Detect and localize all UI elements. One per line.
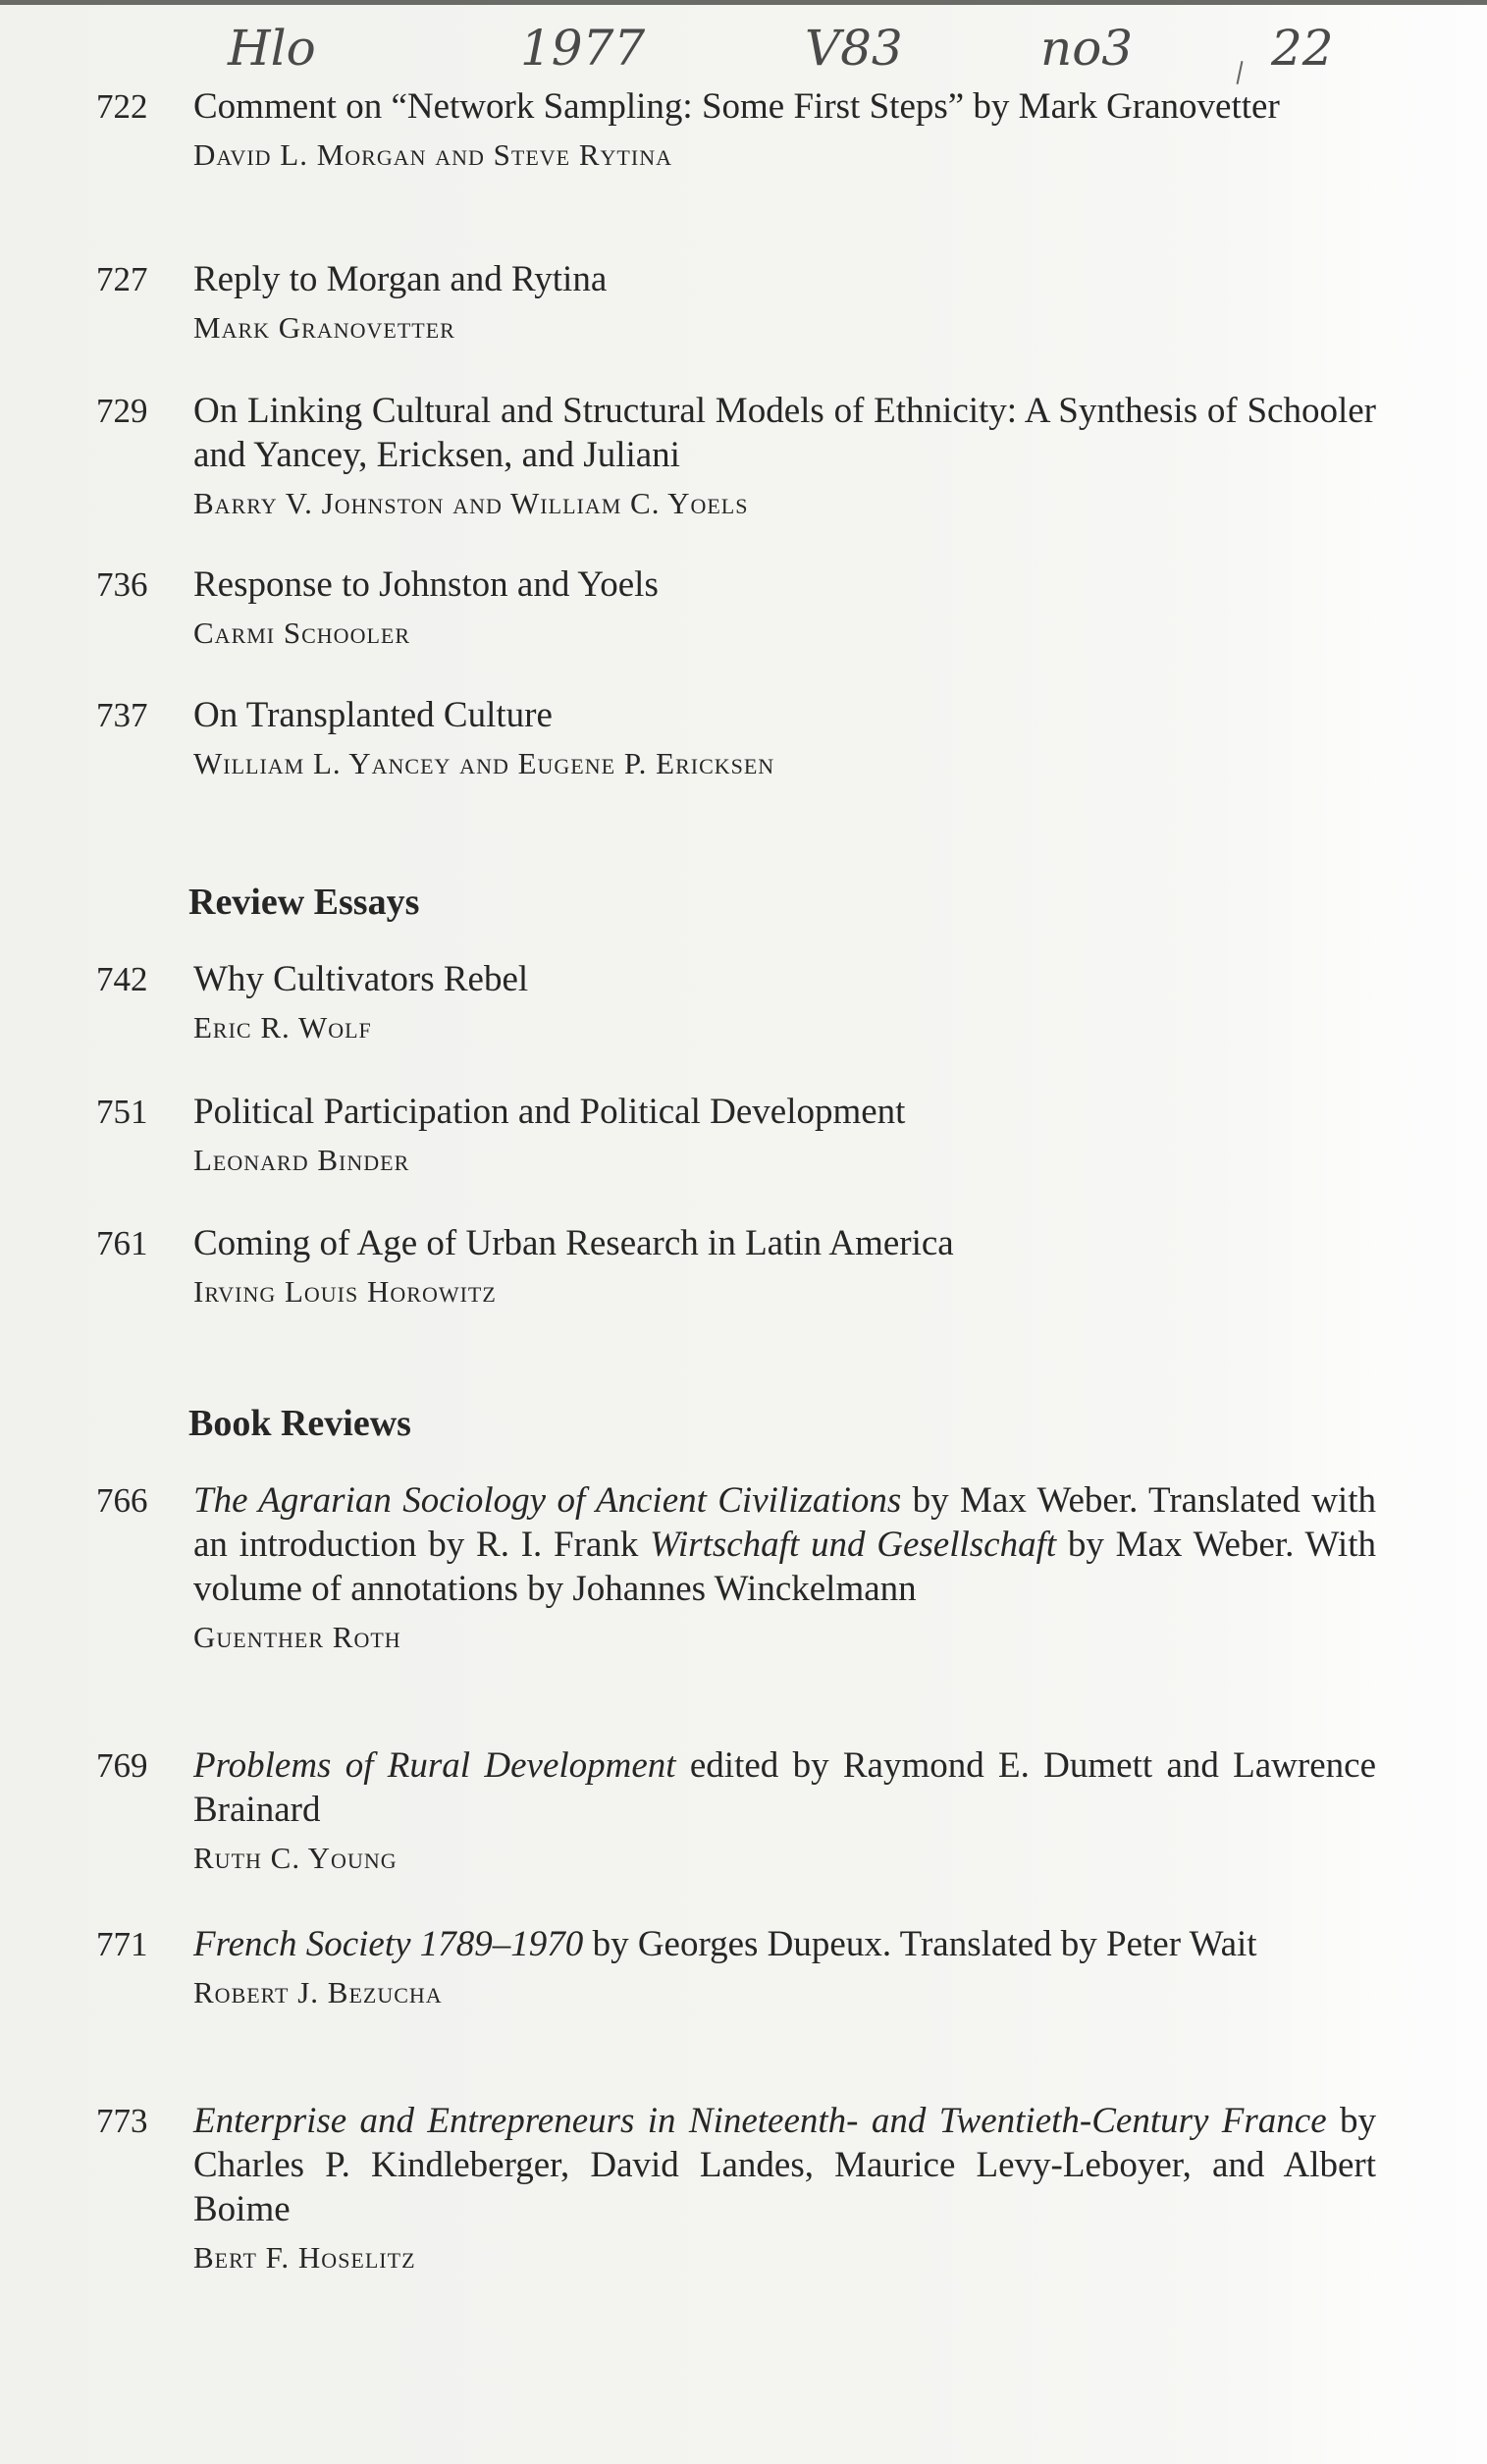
handwritten-part: Hlo bbox=[228, 20, 316, 77]
handwritten-part: V83 bbox=[805, 20, 903, 77]
entry-title bbox=[193, 1743, 1376, 1832]
entry-author: Mark Granovetter bbox=[193, 310, 455, 345]
entry-title-part: Why Cultivators Rebel bbox=[193, 959, 529, 999]
entry-page-number: 773 bbox=[96, 2102, 148, 2140]
entry-title-italic-part: Problems of Rural Development bbox=[193, 1745, 676, 1786]
section-heading-review-essays: Review Essays bbox=[188, 882, 420, 923]
entry-title bbox=[193, 957, 1376, 1001]
entry-title bbox=[193, 84, 1376, 129]
entry-title bbox=[193, 1221, 1376, 1265]
entry-page-number: 737 bbox=[96, 696, 148, 734]
entry-title bbox=[193, 562, 1376, 607]
entry-title-part: Political Participation and Political Development bbox=[193, 1092, 906, 1132]
entry-author: Carmi Schooler bbox=[193, 616, 411, 650]
handwritten-call-number bbox=[0, 20, 1487, 88]
entry-page-number: 727 bbox=[96, 260, 148, 298]
entry-page-number: 771 bbox=[96, 1925, 148, 1963]
entry-page-number: 766 bbox=[96, 1481, 148, 1520]
entry-title-part: Reply to Morgan and Rytina bbox=[193, 259, 608, 299]
handwritten-tick bbox=[1237, 61, 1244, 84]
entry-author: Robert J. Bezucha bbox=[193, 1975, 443, 2009]
top-edge-line bbox=[0, 0, 1487, 5]
entry-title-italic-part: The Agrarian Sociology of Ancient Civilizations bbox=[193, 1480, 902, 1521]
entry-author: Guenther Roth bbox=[193, 1620, 401, 1654]
entry-author: William L. Yancey and Eugene P. Ericksen bbox=[193, 746, 775, 780]
entry-title-part: On Transplanted Culture bbox=[193, 695, 553, 735]
section-heading-book-reviews: Book Reviews bbox=[188, 1403, 411, 1444]
handwritten-part: 22 bbox=[1271, 20, 1334, 77]
entry-page-number: 729 bbox=[96, 392, 148, 430]
entry-page-number: 751 bbox=[96, 1093, 148, 1131]
entry-title bbox=[193, 389, 1376, 477]
entry-title-part: by Max Weber. With volume of annotations by Johannes Winckelmann bbox=[193, 1525, 1376, 1609]
entry-title-part: by Max Weber. Translated with an introduction by R. I. Frank bbox=[193, 1480, 1376, 1565]
entry-author: Barry V. Johnston and William C. Yoels bbox=[193, 486, 749, 520]
entry-title-part: by Georges Dupeux. Translated by Peter Wait bbox=[583, 1924, 1257, 1964]
entry-title-italic-part: French Society 1789–1970 bbox=[193, 1924, 584, 1964]
entry-author: Bert F. Hoselitz bbox=[193, 2240, 416, 2275]
entry-author: Ruth C. Young bbox=[193, 1841, 398, 1875]
entry-author: Leonard Binder bbox=[193, 1143, 410, 1177]
entry-title-part: Response to Johnston and Yoels bbox=[193, 564, 659, 605]
entry-author: David L. Morgan and Steve Rytina bbox=[193, 137, 672, 172]
handwritten-part: 1977 bbox=[520, 20, 646, 77]
entry-title-part: edited by Raymond E. Dumett and Lawrence Brainard bbox=[193, 1745, 1376, 1830]
entry-page-number: 736 bbox=[96, 565, 148, 604]
entry-title-part: Comment on “Network Sampling: Some First Steps” by Mark Granovetter bbox=[193, 86, 1280, 127]
entry-title-italic-part: Wirtschaft und Gesellschaft bbox=[650, 1525, 1057, 1565]
entry-title bbox=[193, 2099, 1376, 2231]
entry-page-number: 742 bbox=[96, 960, 148, 998]
entry-page-number: 761 bbox=[96, 1224, 148, 1262]
entry-title bbox=[193, 1922, 1376, 1966]
entry-page-number: 722 bbox=[96, 87, 148, 126]
entry-title bbox=[193, 1478, 1376, 1611]
entry-author: Eric R. Wolf bbox=[193, 1010, 372, 1045]
entry-title-part: by Charles P. Kindleberger, David Landes, Maurice Levy-Leboyer, and Albert Boime bbox=[193, 2101, 1376, 2229]
entry-title bbox=[193, 1090, 1376, 1134]
entry-title bbox=[193, 693, 1376, 737]
handwritten-part: no3 bbox=[1040, 20, 1134, 77]
entry-title-part: On Linking Cultural and Structural Models of Ethnicity: A Synthesis of Schooler and Yancey, Ericksen, and Juliani bbox=[193, 391, 1376, 475]
entry-author: Irving Louis Horowitz bbox=[193, 1274, 497, 1309]
entry-page-number: 769 bbox=[96, 1746, 148, 1785]
entry-title-italic-part: Enterprise and Entrepreneurs in Nineteenth- and Twentieth-Century France bbox=[193, 2101, 1327, 2141]
entry-title bbox=[193, 257, 1376, 301]
entry-title-part: Coming of Age of Urban Research in Latin America bbox=[193, 1223, 954, 1263]
